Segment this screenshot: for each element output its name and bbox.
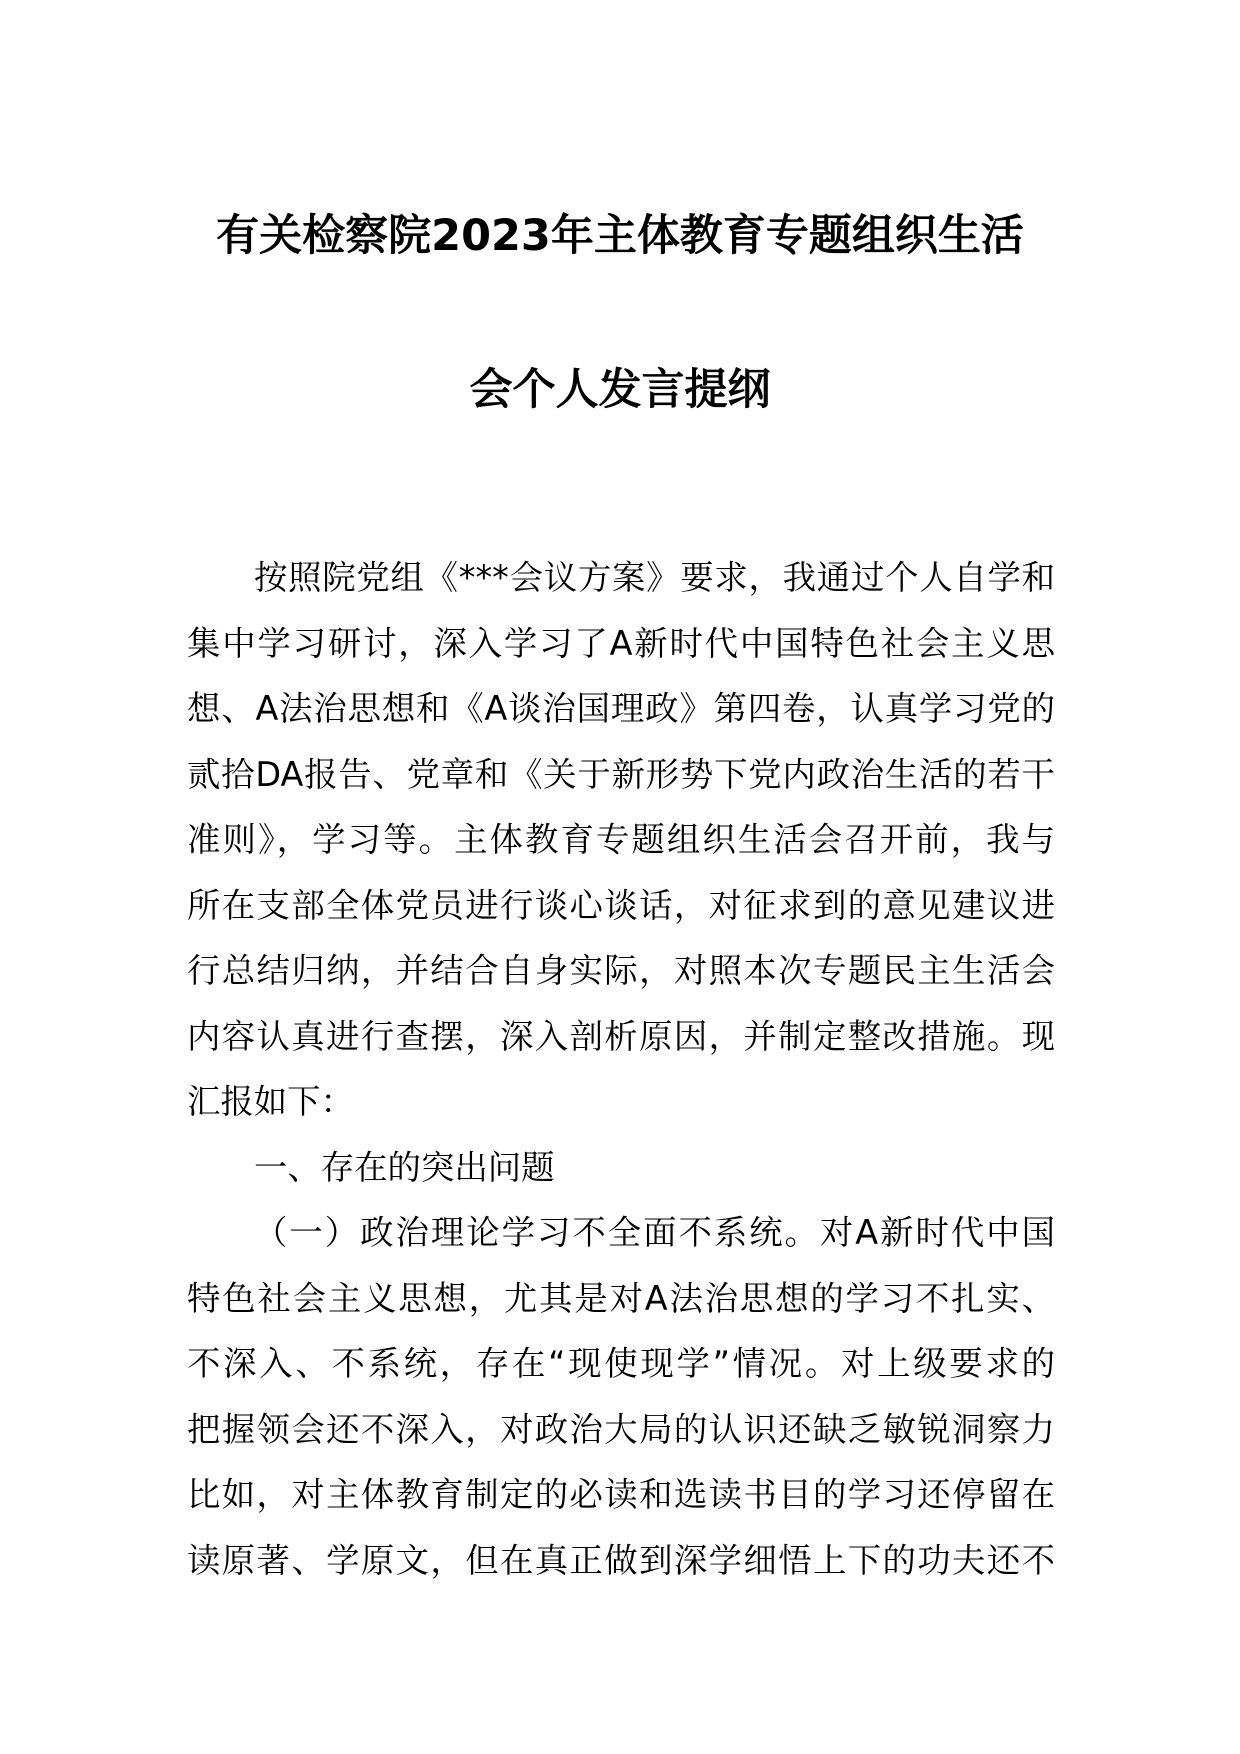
paragraph-line: 准则》，学习等。主体教育专题组织生活会召开前，我与 (187, 820, 1055, 859)
section-heading: 一、存在的突出问题 (254, 1147, 555, 1187)
paragraph-line: 所在支部全体党员进行谈心谈话，对征求到的意见建议进 (187, 885, 1055, 925)
paragraph-line: 贰拾DA报告、党章和《关于新形势下党内政治生活的若干 (187, 754, 1055, 794)
paragraph-line: 想、A法治思想和《A谈治国理政》第四卷，认真学习党的 (187, 689, 1055, 728)
paragraph-line: 读原著、学原文，但在真正做到深学细悟上下的功夫还不 (187, 1540, 1055, 1580)
document-title-line-2: 会个人发言提纲 (469, 365, 771, 415)
paragraph-line: 不深入、不系统，存在“现使现学”情况。对上级要求的 (187, 1344, 1055, 1383)
paragraph-line: 比如，对主体教育制定的必读和选读书目的学习还停留在 (187, 1475, 1055, 1514)
document-body (187, 545, 1055, 1593)
paragraph-line: 内容认真进行查摆，深入剖析原因，并制定整改措施。现 (187, 1016, 1055, 1056)
paragraph-line: 按照院党组《***会议方案》要求，我通过个人自学和 (254, 558, 1055, 597)
document-title-line-1: 有关检察院2023年主体教育专题组织生活 (216, 211, 1024, 261)
paragraph-line: 汇报如下： (187, 1082, 354, 1121)
paragraph-line: 特色社会主义思想，尤其是对A法治思想的学习不扎实、 (187, 1278, 1055, 1318)
paragraph-line: 把握领会还不深入，对政治大局的认识还缺乏敏锐洞察力 (187, 1409, 1055, 1449)
paragraph-line: （一）政治理论学习不全面不系统。对A新时代中国 (254, 1213, 1055, 1252)
paragraph-line: 行总结归纳，并结合自身实际，对照本次专题民主生活会 (187, 951, 1055, 990)
paragraph-line: 集中学习研讨，深入学习了A新时代中国特色社会主义思 (187, 623, 1055, 663)
